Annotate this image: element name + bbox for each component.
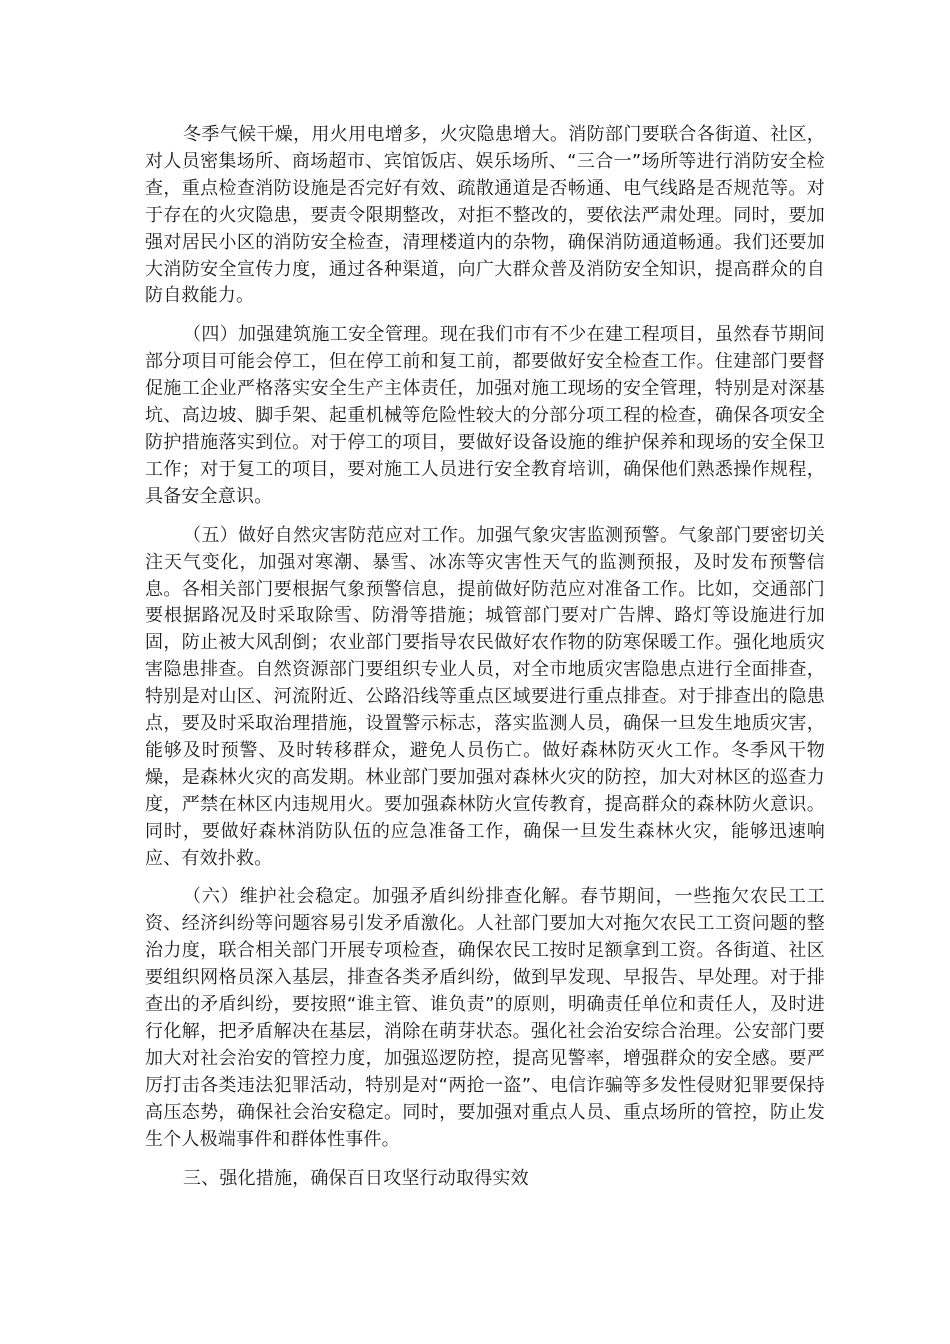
- paragraph-natural-disasters: （五）做好自然灾害防范应对工作。加强气象灾害监测预警。气象部门要密切关注天气变化，加强对寒潮、暴雪、冰冻等灾害性天气的监测预报，及时发布预警信息。各相关部门要根据气象预警信息，提前做好防范应对准备工作。比如，交通部门要根据路况及时采取除雪、防滑等措施；城管部门要对广告牌、路灯等设施进行加固，防止被大风刮倒；农业部门要指导农民做好农作物的防寒保暖工作。强化地质灾害隐患排查。自然资源部门要组织专业人员，对全市地质灾害隐患点进行全面排查，特别是对山区、河流附近、公路沿线等重点区域要进行重点排查。对于排查出的隐患点，要及时采取治理措施，设置警示标志，落实监测人员，确保一旦发生地质灾害，能够及时预警、及时转移群众，避免人员伤亡。做好森林防灭火工作。冬季风干物燥，是森林火灾的高发期。林业部门要加强对森林火灾的防控，加大对林区的巡查力度，严禁在林区内违规用火。要加强森林防火宣传教育，提高群众的森林防火意识。同时，要做好森林消防队伍的应急准备工作，确保一旦发生森林火灾，能够迅速响应、有效扑救。: [145, 524, 825, 869]
- document-page: [145, 122, 825, 1192]
- section-heading: 三、强化措施，确保百日攻坚行动取得实效: [183, 1167, 529, 1189]
- paragraph-construction-safety: （四）加强建筑施工安全管理。现在我们市有不少在建工程项目，虽然春节期间部分项目可能会停工，但在停工前和复工前，都要做好安全检查工作。住建部门要督促施工企业严格落实安全生产主体责任，加强对施工现场的安全管理，特别是对深基坑、高边坡、脚手架、起重机械等危险性较大的分部分项工程的检查，确保各项安全防护措施落实到位。对于停工的项目，要做好设备设施的维护保养和现场的安全保卫工作；对于复工的项目，要对施工人员进行安全教育培训，确保他们熟悉操作规程，具备安全意识。: [145, 324, 825, 507]
- paragraph-social-stability: （六）维护社会稳定。加强矛盾纠纷排查化解。春节期间，一些拖欠农民工工资、经济纠纷等问题容易引发矛盾激化。人社部门要加大对拖欠农民工工资问题的整治力度，联合相关部门开展专项检查，确保农民工按时足额拿到工资。各街道、社区要组织网格员深入基层，排查各类矛盾纠纷，做到早发现、早报告、早处理。对于排查出的矛盾纠纷，要按照“谁主管、谁负责”的原则，明确责任单位和责任人，及时进行化解，把矛盾解决在基层，消除在萌芽状态。强化社会治安综合治理。公安部门要加大对社会治安的管控力度，加强巡逻防控，提高见警率，增强群众的安全感。要严厉打击各类违法犯罪活动，特别是对“两抢一盗”、电信诈骗等多发性侵财犯罪要保持高压态势，确保社会治安稳定。同时，要加强对重点人员、重点场所的管控，防止发生个人极端事件和群体性事件。: [145, 886, 825, 1150]
- paragraph-fire-safety: 冬季气候干燥，用火用电增多，火灾隐患增大。消防部门要联合各街道、社区，对人员密集场所、商场超市、宾馆饭店、娱乐场所、“三合一”场所等进行消防安全检查，重点检查消防设施是否完好有效、疏散通道是否畅通、电气线路是否规范等。对于存在的火灾隐患，要责令限期整改，对拒不整改的，要依法严肃处理。同时，要加强对居民小区的消防安全检查，清理楼道内的杂物，确保消防通道畅通。我们还要加大消防安全宣传力度，通过各种渠道，向广大群众普及消防安全知识，提高群众的自防自救能力。: [145, 124, 825, 307]
